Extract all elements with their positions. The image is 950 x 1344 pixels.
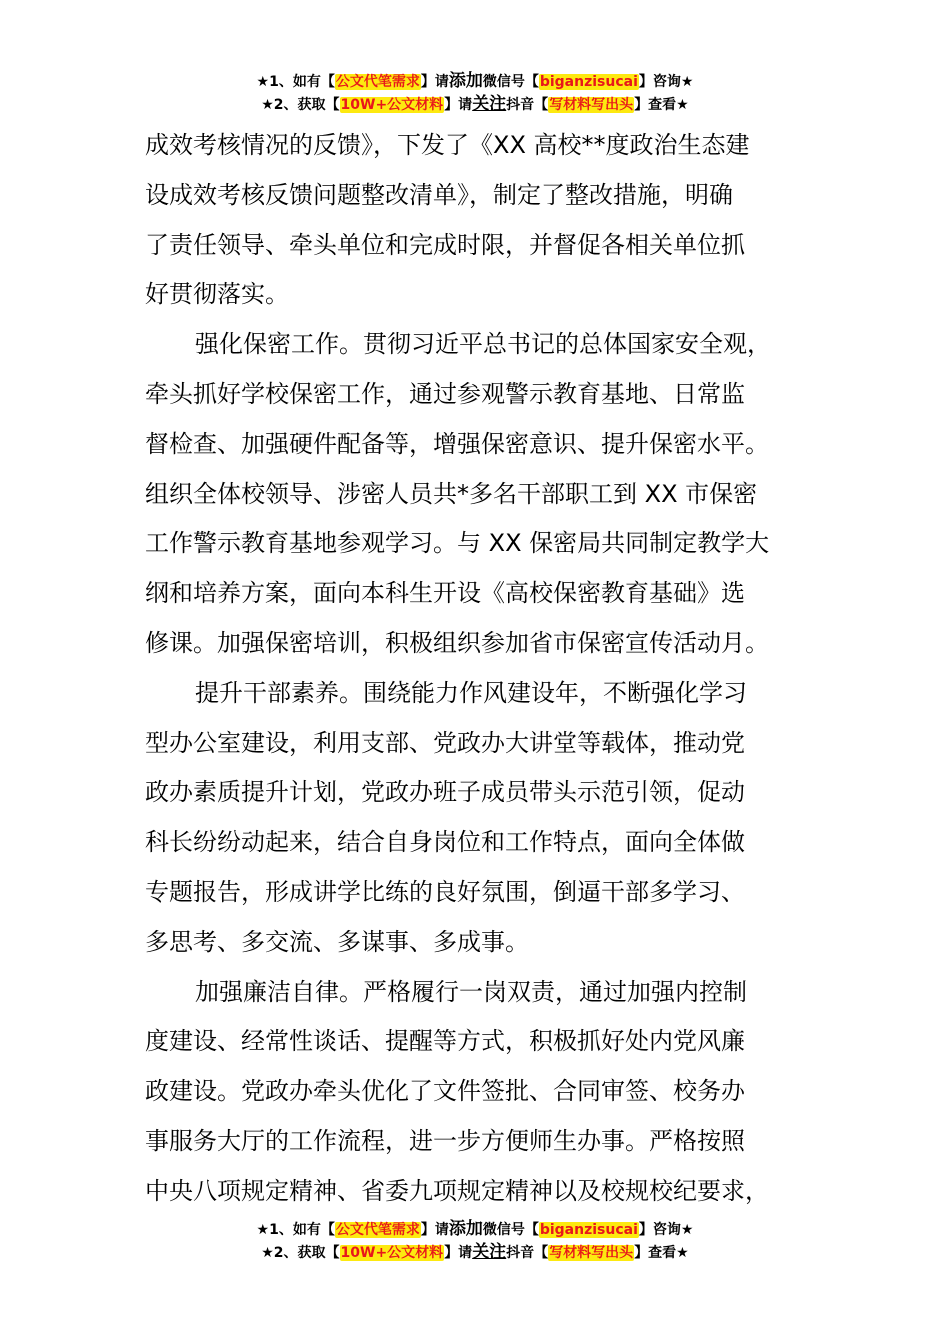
- text-line: 提升干部素养。围绕能力作风建设年，不断强化学习: [195, 678, 747, 707]
- highlight-materials: 10W+公文材料: [340, 1245, 444, 1261]
- text-line: 好贯彻落实。: [145, 280, 289, 309]
- footer-banner: [0, 1218, 950, 1264]
- banner-text: 】查看★: [634, 97, 689, 113]
- text-line: 组织全体校领导、涉密人员共*多名干部职工到 XX 市保密: [145, 479, 758, 508]
- text-line: 中央八项规定精神、省委九项规定精神以及校规校纪要求，: [145, 1176, 769, 1205]
- text-line: 设成效考核反馈问题整改清单》，制定了整改措施，明确: [145, 180, 733, 209]
- text-line: 工作警示教育基地参观学习。与 XX 保密局共同制定教学大: [145, 529, 770, 558]
- banner-emphasis: 关注: [472, 1242, 507, 1262]
- banner-emphasis: 添加: [448, 1219, 483, 1239]
- banner-line-1: [0, 70, 950, 93]
- banner-emphasis: 关注: [472, 94, 507, 114]
- banner-emphasis: 添加: [448, 71, 483, 91]
- highlight-wechat-id: biganzisucai: [539, 74, 638, 90]
- banner-text: 】请: [444, 97, 473, 113]
- banner-text: ★2、获取【: [261, 97, 340, 113]
- text-line: 度建设、经常性谈话、提醒等方式，积极抓好处内党风廉: [145, 1027, 745, 1056]
- text-line: 专题报告，形成讲学比练的良好氛围，倒逼干部多学习、: [145, 877, 745, 906]
- banner-text: 微信号【: [482, 74, 539, 90]
- banner-line-1: [0, 1218, 950, 1241]
- banner-line-2: [0, 1241, 950, 1264]
- header-banner: [0, 70, 950, 116]
- text-line: 政建设。党政办牵头优化了文件签批、合同审签、校务办: [145, 1077, 745, 1106]
- highlight-douyin-account: 写材料写出头: [549, 97, 634, 113]
- document-body: [145, 121, 810, 1217]
- text-line: 强化保密工作。贯彻习近平总书记的总体国家安全观，: [195, 330, 771, 359]
- text-line: 事服务大厅的工作流程，进一步方便师生办事。严格按照: [145, 1126, 745, 1155]
- text-line: 牵头抓好学校保密工作，通过参观警示教育基地、日常监: [145, 379, 745, 408]
- text-line: 型办公室建设，利用支部、党政办大讲堂等载体，推动党: [145, 728, 745, 757]
- paragraph-confidentiality: [145, 320, 810, 669]
- text-line: 了责任领导、牵头单位和完成时限，并督促各相关单位抓: [145, 230, 745, 259]
- highlight-wechat-id: biganzisucai: [539, 1222, 638, 1238]
- banner-text: 】咨询★: [638, 1222, 694, 1238]
- highlight-douyin-account: 写材料写出头: [549, 1245, 634, 1261]
- paragraph-continued: [145, 121, 810, 320]
- paragraph-cadre-quality: [145, 669, 810, 968]
- text-line: 纲和培养方案，面向本科生开设《高校保密教育基础》选: [145, 579, 745, 608]
- text-line: 政办素质提升计划，党政办班子成员带头示范引领，促动: [145, 778, 745, 807]
- banner-text: 微信号【: [482, 1222, 539, 1238]
- banner-line-2: [0, 93, 950, 116]
- highlight-service: 公文代笔需求: [335, 1222, 420, 1238]
- banner-text: 】请: [444, 1245, 473, 1261]
- text-line: 科长纷纷动起来，结合自身岗位和工作特点，面向全体做: [145, 828, 745, 857]
- paragraph-integrity: [145, 968, 810, 1217]
- banner-text: 】请: [420, 1222, 449, 1238]
- banner-text: 】请: [420, 74, 449, 90]
- text-line: 加强廉洁自律。严格履行一岗双责，通过加强内控制: [195, 977, 747, 1006]
- highlight-service: 公文代笔需求: [335, 74, 420, 90]
- banner-text: 】查看★: [634, 1245, 689, 1261]
- text-line: 成效考核情况的反馈》，下发了《XX 高校**度政治生态建: [145, 131, 750, 159]
- highlight-materials: 10W+公文材料: [340, 97, 444, 113]
- text-line: 督检查、加强硬件配备等，增强保密意识、提升保密水平。: [145, 429, 769, 458]
- banner-text: 】咨询★: [638, 74, 694, 90]
- text-line: 修课。加强保密培训，积极组织参加省市保密宣传活动月。: [145, 628, 769, 657]
- text-line: 多思考、多交流、多谋事、多成事。: [145, 927, 529, 956]
- banner-text: 抖音【: [506, 1245, 549, 1261]
- banner-text: ★1、如有【: [256, 1222, 335, 1238]
- banner-text: ★2、获取【: [261, 1245, 340, 1261]
- banner-text: 抖音【: [506, 97, 549, 113]
- banner-text: ★1、如有【: [256, 74, 335, 90]
